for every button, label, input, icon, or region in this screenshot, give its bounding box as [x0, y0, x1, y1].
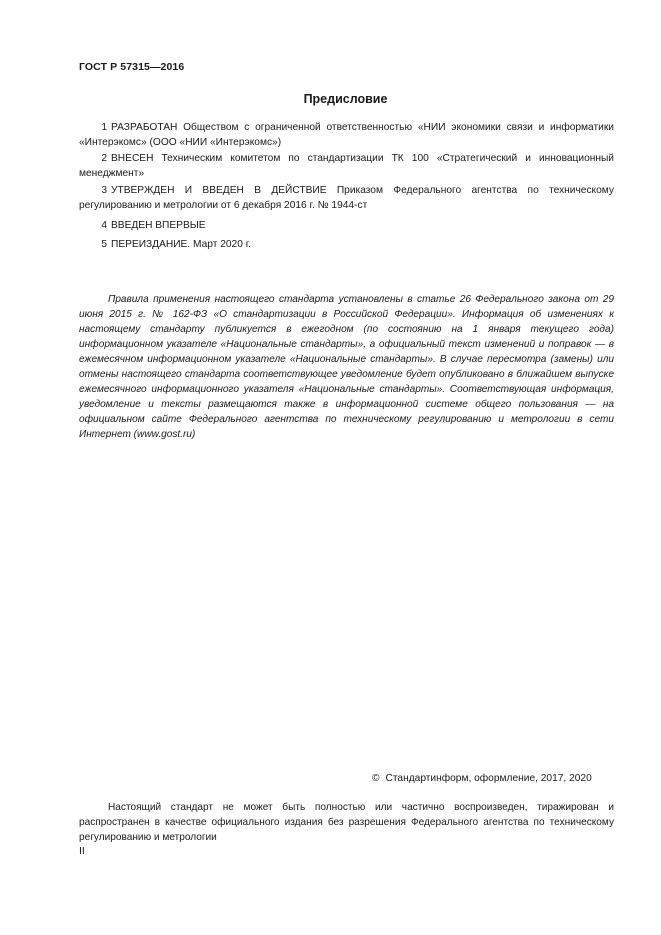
copyright-text: Стандартинформ, оформление, 2017, 2020 [385, 773, 592, 784]
application-rules-notice: Правила применения настоящего стандарта установлены в статье 26 Федерального закона от 29 июня 2015 г. № 162-ФЗ «О стандартизации в Российской Федерации». Информация об изменениях к настоящему стандарту публикуется в ежегодном (по состоянию на 1 января текущего года) информационном указателе «Национальные стандарты», а официальный текст изменений и поправок — в ежемесячном информационном указателе «Национальные стандарты». В случае пересмотра (замены) или отмены настоящего стандарта соответствующее уведомление будет опубликовано в ближайшем выпуске ежемесячного информационного указателя «Национальные стандарты». Соответствующая информация, уведомление и тексты размещаются также в информационной системе общего пользования — на официальном сайте Федерального агентства по техническому регулированию и метрологии в сети Интернет (www.gost.ru) [79, 294, 614, 440]
item-number: 5 [101, 239, 107, 250]
section-title: Предисловие [303, 92, 388, 106]
item-text: ВНЕСЕН Техническим комитетом по стандартизации ТК 100 «Стратегический и инновационный менеджмент» [79, 153, 614, 179]
item-text: РАЗРАБОТАН Обществом с ограниченной ответственностью «НИИ экономики связи и информатики «Интерэкомс» (ООО «НИИ «Интерэкомс») [79, 122, 614, 148]
item-text: УТВЕРЖДЕН И ВВЕДЕН В ДЕЙСТВИЕ Приказом Федерального агентства по техническому регулированию и метрологии от 6 декабря 2016 г. № 1944-ст [79, 185, 614, 211]
copyright-line [372, 773, 592, 784]
foreword-item-5 [79, 237, 614, 252]
item-number: 4 [101, 220, 107, 231]
foreword-item-3 [79, 183, 614, 213]
document-header: ГОСТ Р 57315—2016 [79, 61, 185, 73]
item-number: 2 [101, 153, 107, 164]
foreword-item-2 [79, 151, 614, 181]
foreword-item-4 [79, 218, 614, 233]
page-number: II [79, 845, 85, 857]
foreword-item-1 [79, 120, 614, 150]
reproduction-rights-notice: Настоящий стандарт не может быть полностью или частично воспроизведен, тиражирован и распространен в качестве официального издания без разрешения Федерального агентства по техническому регулированию и метрологии [79, 802, 614, 843]
item-text: ПЕРЕИЗДАНИЕ. Март 2020 г. [111, 239, 252, 250]
item-number: 3 [101, 185, 107, 196]
item-number: 1 [101, 122, 107, 133]
item-text: ВВЕДЕН ВПЕРВЫЕ [111, 220, 206, 231]
copyright-symbol: © [372, 773, 380, 784]
